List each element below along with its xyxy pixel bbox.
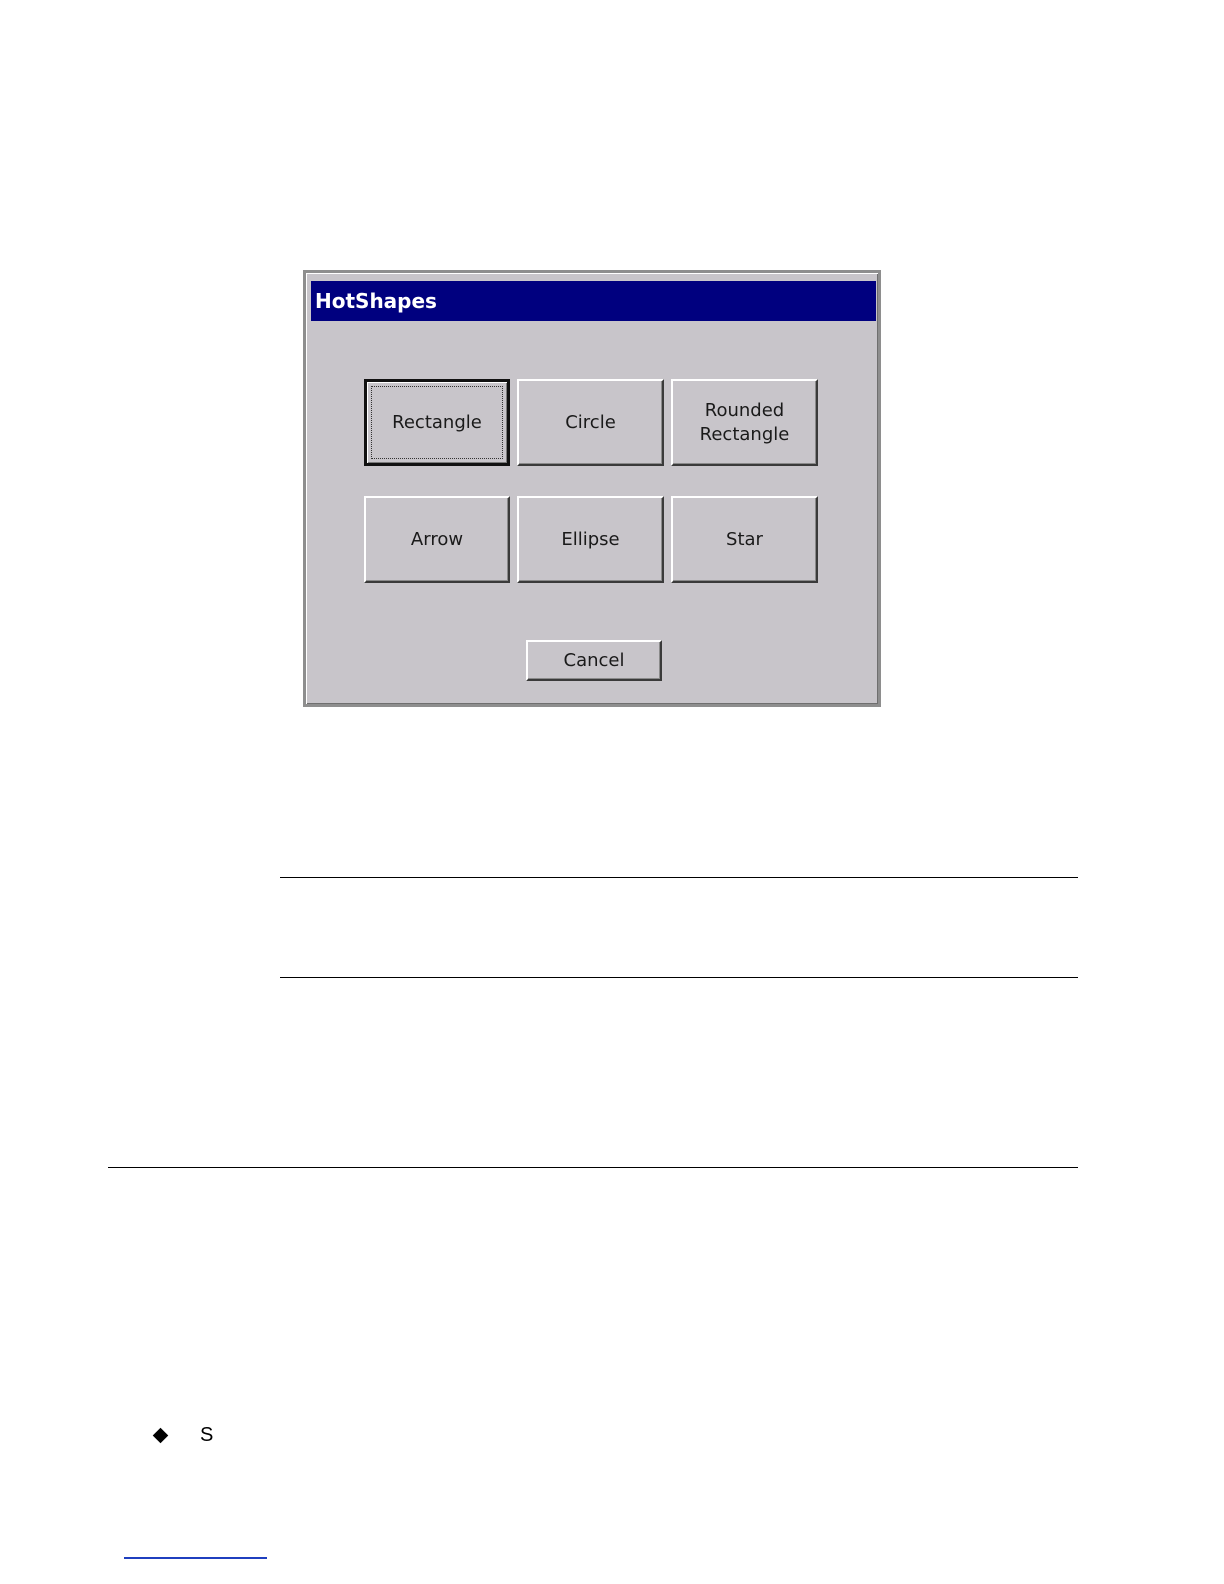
rounded-rectangle-button-label: Rounded Rectangle: [699, 399, 790, 445]
star-button-label: Star: [726, 528, 763, 550]
note-bottom-rule: [280, 977, 1078, 978]
cancel-button-label: Cancel: [563, 649, 625, 671]
dialog-title: HotShapes: [315, 289, 437, 313]
star-button[interactable]: [671, 496, 818, 583]
rounded-rectangle-button[interactable]: [671, 379, 818, 466]
rectangle-button[interactable]: [364, 379, 510, 466]
ellipse-button-label: Ellipse: [561, 528, 620, 550]
rectangle-button-label: Rectangle: [392, 411, 482, 433]
arrow-button[interactable]: [364, 496, 510, 583]
ellipse-button[interactable]: [517, 496, 664, 583]
bullet-text: S: [200, 1424, 214, 1446]
circle-button-label: Circle: [565, 411, 616, 433]
diamond-bullet-icon: [153, 1428, 169, 1444]
footer-link[interactable]: [124, 1557, 267, 1559]
arrow-button-label: Arrow: [410, 528, 464, 550]
bullet-item: [155, 1424, 213, 1447]
circle-button[interactable]: [517, 379, 664, 466]
note-top-rule: [280, 877, 1078, 878]
hotshapes-dialog: [303, 270, 881, 707]
dialog-titlebar[interactable]: [311, 281, 876, 321]
cancel-button[interactable]: [526, 640, 662, 681]
section-rule: [108, 1167, 1078, 1168]
